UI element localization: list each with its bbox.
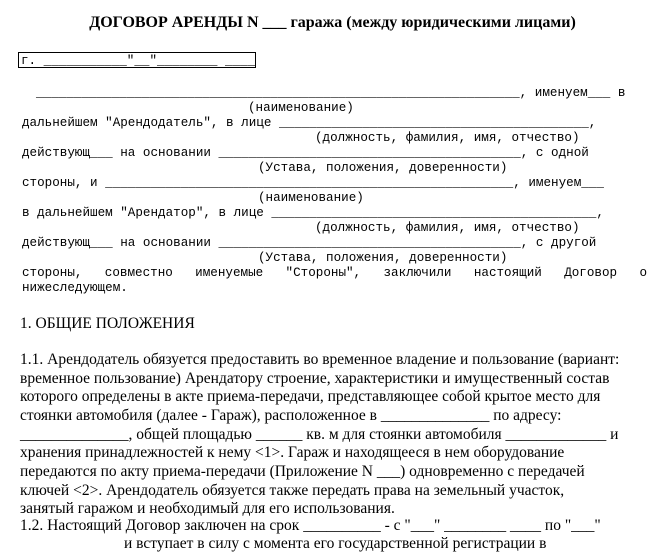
paragraph-line: которого определены в акте приема-передачи, представляющее собой крытое место для: [20, 388, 601, 405]
city-date-field: г. ___________"__"________ ____: [18, 52, 256, 68]
paragraph-line: стоянки автомобиля (далее - Гараж), расположенное в ______________ по адресу:: [20, 407, 562, 424]
preamble-line-5: в дальнейшем "Арендатор", в лице ___________________________________________,: [22, 206, 604, 220]
caption-position-2: (должность, фамилия, имя, отчество): [315, 221, 580, 235]
preamble-line-4: стороны, и ______________________________________________________, именуем___: [22, 176, 604, 190]
preamble-line-6: действующ___ на основании ________________________________________, с другой: [22, 236, 597, 250]
paragraph-line: ключей <2>. Арендодатель обязуется также передать права на земельный участок,: [20, 482, 565, 499]
caption-basis-1: (Устава, положения, доверенности): [258, 161, 508, 175]
paragraph-line: ______________, общей площадью ______ кв. м для стоянки автомобиля _____________ и: [20, 426, 619, 443]
caption-name-2: (наименование): [258, 191, 364, 205]
paragraph-line: 1.1. Арендодатель обязуется предоставить во временное владение и пользование (вариант:: [20, 351, 620, 368]
caption-name-1: (наименование): [248, 101, 354, 115]
caption-basis-2: (Устава, положения, доверенности): [258, 251, 508, 265]
paragraph-line: хранения принадлежностей к нему <1>. Гараж и находящееся в нем оборудование: [20, 444, 565, 461]
paragraph-line: занятый гаражом и необходимый для его использования.: [20, 500, 395, 517]
document-title: ДОГОВОР АРЕНДЫ N ___ гаража (между юридическими лицами): [89, 14, 576, 31]
paragraph-line: 1.2. Настоящий Договор заключен на срок __________ - с "___" ________ ____ по "___": [20, 517, 601, 534]
paragraph-line: временное пользование) Арендатору строение, характеристики и имущественный состав: [20, 370, 610, 387]
paragraph-line: передаются по акту приема-передачи (Приложение N ___) одновременно с передачей: [20, 463, 585, 480]
preamble-line-7: стороны, совместно именуемые "Стороны", заключили настоящий Договор о: [22, 266, 647, 280]
section-heading: 1. ОБЩИЕ ПОЛОЖЕНИЯ: [20, 315, 195, 332]
caption-position-1: (должность, фамилия, имя, отчество): [315, 131, 580, 145]
preamble-line-1: ________________________________________________________________, именуем___ в: [36, 86, 626, 100]
paragraph-line: и вступает в силу с момента его государственной регистрации в: [124, 535, 547, 552]
preamble-line-3: действующ___ на основании ________________________________________, с одной: [22, 146, 589, 160]
preamble-line-8: нижеследующем.: [22, 281, 128, 295]
preamble-line-2: дальнейшем "Арендодатель", в лице _________________________________________,: [22, 116, 597, 130]
